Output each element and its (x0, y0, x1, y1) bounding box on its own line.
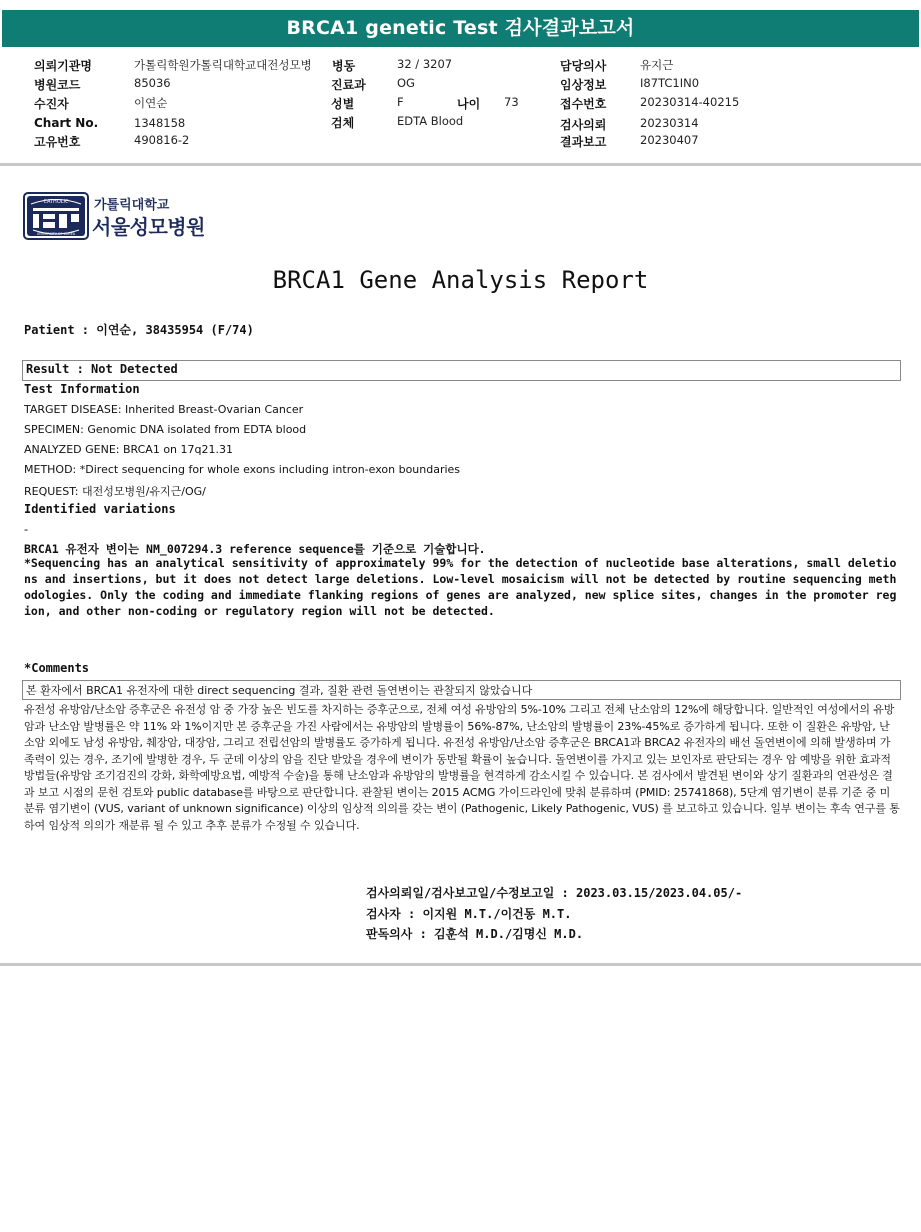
specimen-label: 검체 (331, 116, 355, 130)
ward-value: 32 / 3207 (397, 57, 453, 71)
age-value: 73 (504, 95, 519, 109)
report-title: BRCA1 Gene Analysis Report (272, 266, 649, 294)
patient-line: Patient : 이연순, 38435954 (F/74) (24, 323, 254, 337)
receipt-value: 20230314-40215 (640, 95, 740, 109)
identified-value: - (24, 522, 29, 536)
clinical-info-value: I87TC1IN0 (640, 76, 700, 90)
doctor-value: 유지근 (640, 58, 674, 72)
footer-divider (0, 963, 921, 966)
identified-heading: Identified variations (24, 502, 176, 516)
request-date-label: 검사의뢰 (560, 118, 607, 132)
signature-examiner: 검사자 : 이지원 M.T./이건동 M.T. (366, 907, 572, 921)
reference-note: BRCA1 유전자 변이는 NM_007294.3 reference sequence를 기준으로 기술합니다. (24, 542, 486, 556)
logo-hospital-name: 서울성모병원 (92, 215, 205, 239)
age-label: 나이 (457, 97, 481, 111)
result-report-label: 결과보고 (560, 135, 607, 149)
result-text: Result : Not Detected (26, 362, 178, 376)
receipt-label: 접수번호 (560, 97, 607, 111)
signature-dates: 검사의뢰일/검사보고일/수정보고일 : 2023.03.15/2023.04.05/- (366, 886, 743, 900)
result-report-value: 20230407 (640, 133, 699, 147)
chart-value: 1348158 (134, 116, 186, 130)
clinical-info-label: 임상정보 (560, 78, 607, 92)
patient-label: 수진자 (34, 97, 69, 111)
specimen-value: EDTA Blood (397, 114, 464, 128)
unique-label: 고유번호 (34, 135, 81, 149)
specimen-line: SPECIMEN: Genomic DNA isolated from EDTA blood (24, 423, 307, 436)
request-line: REQUEST: 대전성모병원/유지근/OG/ (24, 485, 206, 498)
hospital-code-label: 병원코드 (34, 78, 81, 92)
unique-value: 490816-2 (134, 133, 190, 147)
analyzed-gene: ANALYZED GENE: BRCA1 on 17q21.31 (24, 443, 233, 456)
logo-university-name: 가톨릭대학교 (94, 198, 170, 213)
method-line: METHOD: *Direct sequencing for whole exons including intron-exon boundaries (24, 463, 461, 476)
svg-text:UNIVERSITY OF KOREA: UNIVERSITY OF KOREA (36, 232, 76, 236)
sex-value: F (397, 95, 404, 109)
comments-heading: *Comments (24, 661, 90, 675)
comment-summary-text: 본 환자에서 BRCA1 유전자에 대한 direct sequencing 결과, 질환 관련 돌연변이는 관찰되지 않았습니다 (26, 684, 533, 697)
chart-label: Chart No. (34, 116, 99, 130)
doctor-label: 담당의사 (560, 59, 607, 73)
patient-value: 이연순 (134, 96, 168, 110)
comment-summary-box (22, 680, 901, 700)
institution-value: 가톨릭학원가톨릭대학교대전성모병 (134, 58, 312, 72)
request-date-value: 20230314 (640, 116, 699, 130)
sex-label: 성별 (331, 97, 355, 111)
department-value: OG (397, 76, 415, 90)
svg-text:CATHOLIC: CATHOLIC (43, 199, 69, 205)
header-divider (0, 163, 921, 166)
hospital-emblem-icon (23, 192, 89, 240)
test-info-heading: Test Information (24, 382, 140, 396)
ward-label: 병동 (332, 59, 356, 73)
comment-body: 유전성 유방암/난소암 증후군은 유전성 암 중 가장 높은 빈도를 차지하는 증후군으로, 전체 여성 유방암의 5%-10% 그리고 전체 난소암의 12%에 해당합니다. 일반적인 여성에서의 유방암과 난소암 발병률은 약 11% 와 1%이지만 본 증후군을 가진 사람에서는 유방암의 발병률이 56%-87%, 난소암의 발병률이 23%-45%로 증가하게 됩니다. 또한 이 질환은 유방암, 난소암 외에도 남성 유방암, 췌장암, 대장암, 그리고 전립선암의 발병률도 증가하게 됩니다. 유전성 유방암/난소암 증후군은 BRCA1과 BRCA2 유전자의 배선 돌연변이에 의해 발생하며 가족력이 있는 경우, 조기에 발병한 경우, 두 군데 이상의 암을 진단 받았을 경우에 변이가 동반될 확률이 높습니다. 돌연변이를 가지고 있는 보인자로 판단되는 경우 암 예방을 위한 효과적 방법들(유방암 조기검진의 강화, 화학예방요법, 예방적 수술)을 통해 난소암과 유방암의 발병률을 현격하게 감소시킬 수 있습니다. 본 검사에서 발견된 변이와 상기 질환과의 연관성은 결과 보고 시점의 문헌 검토와 public database를 바탕으로 판단합니다. 관찰된 변이는 2015 ACMG 가이드라인에 맞춰 분류하며 (PMID: 25741868), 5단계 염기변이 분류 기준 중 미분류 염기변이 (VUS, variant of unknown significance) 이상의 임상적 의의를 갖는 변이 (Pathogenic, Likely Pathogenic, VUS) 를 보고하고 있습니다. 일부 변이는 후속 연구를 통하여 임상적 의의가 재분류 될 수 있고 추후 분류가 수정될 수 있습니다. (24, 703, 900, 832)
hospital-code-value: 85036 (134, 76, 171, 90)
sensitivity-note: *Sequencing has an analytical sensitivity of approximately 99% for the detection of nucleotide base alterations, small deletions and insertions, but it does not detect large deletions. Low-level mosaicism will not be detected by routine sequencing methodologies. Only the coding and immediate flanking regions of genes are analyzed, new splice sites, changes in the promoter region, and other non-coding or regulatory region will not be detected. (24, 556, 897, 618)
signature-physician: 판독의사 : 김훈석 M.D./김명신 M.D. (366, 927, 584, 941)
department-label: 진료과 (331, 78, 366, 92)
institution-label: 의뢰기관명 (34, 59, 92, 73)
target-disease: TARGET DISEASE: Inherited Breast-Ovarian Cancer (24, 403, 304, 416)
report-title-bar: BRCA1 genetic Test 검사결과보고서 (2, 10, 919, 47)
result-box (22, 360, 901, 381)
